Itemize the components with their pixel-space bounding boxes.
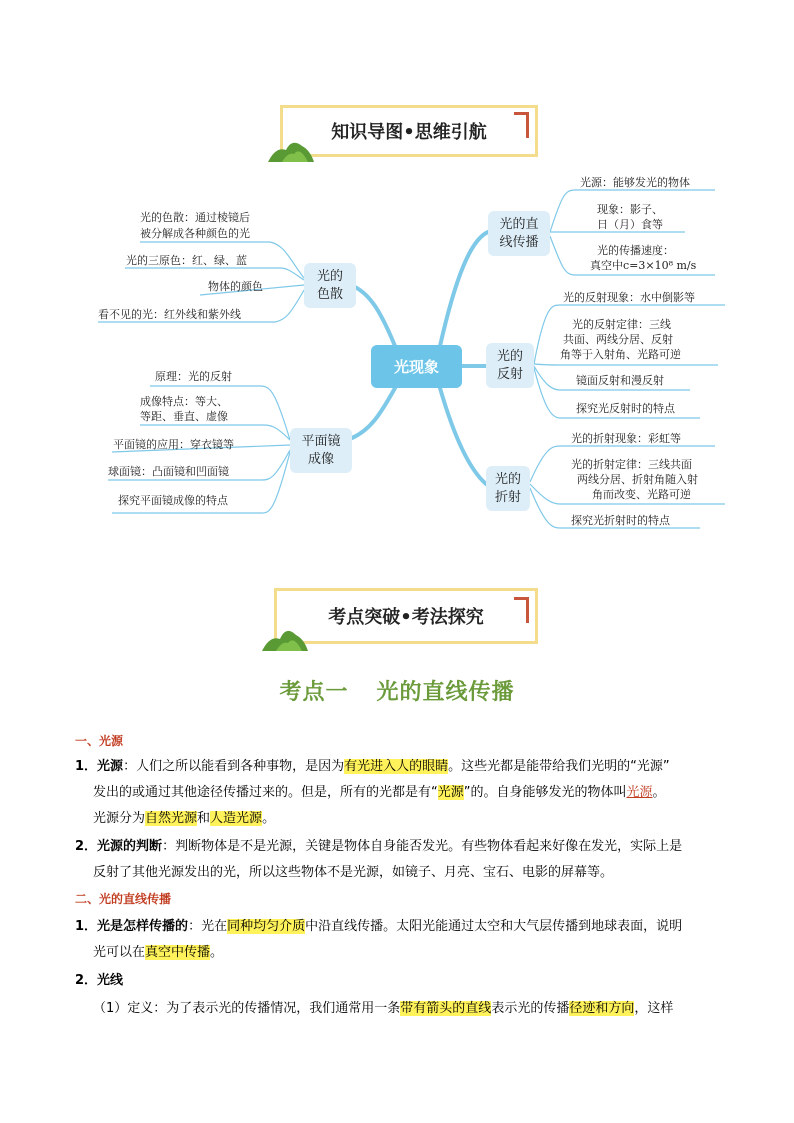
paragraph-3-line-2 (93, 940, 223, 966)
p2-rest: ：判断物体是不是光源，关键是物体自身能否发光。有些物体看起来好像在发光，实际上是 (162, 839, 683, 854)
leaf-dispersion-4: 物体的颜色 (208, 280, 263, 293)
paragraph-1-line-1 (75, 754, 670, 780)
p3-lead: 光是怎样传播的 (97, 919, 189, 934)
paragraph-4-line-1 (75, 968, 123, 994)
leaf-dispersion-1: 光的色散：通过棱镜后 (140, 211, 250, 224)
hill-icon (262, 623, 312, 653)
p1-rest1: 。这些光都是能带给我们光明的“光源” (448, 759, 670, 774)
leaf-mirror-3: 等距、垂直、虚像 (140, 410, 228, 423)
leaf-refraction-2: 光的折射定律：三线共面 (571, 458, 692, 471)
leaf-reflection-1: 光的反射现象：水中倒影等 (563, 291, 695, 304)
paragraph-5-line-1 (93, 996, 673, 1022)
node-reflection-label1: 光的 (496, 348, 523, 364)
paragraph-1-line-2 (93, 780, 666, 806)
p1-underline-1: 光源 (626, 785, 653, 800)
p4-lead: 光线 (97, 973, 124, 988)
p2-line2: 反射了其他光源发出的光，所以这些物体不是光源，如镜子、月亮、宝石、电影的屏幕等。 (93, 865, 614, 880)
p1-line2b: ”的。自身能够发光的物体叫 (463, 785, 627, 800)
leaf-reflection-2: 光的反射定律：三线 (572, 318, 671, 331)
leaf-dispersion-3: 光的三原色：红、绿、蓝 (126, 254, 247, 267)
node-mirror-label1: 平面镜 (301, 433, 341, 449)
section-title-part2: 光的直线传播 (376, 680, 515, 705)
leaf-refraction-1: 光的折射现象：彩虹等 (571, 432, 681, 445)
p1-line3b: 和 (197, 811, 211, 826)
p3-line2a: 光可以在 (93, 945, 146, 960)
mind-map (0, 0, 794, 560)
banner-tab-2 (526, 597, 529, 623)
p1-line3c: 。 (262, 811, 276, 826)
leaf-refraction-4: 角而改变、光路可逆 (592, 488, 691, 501)
center-node: 光现象 (371, 345, 462, 388)
leaf-straight-1: 光源：能够发光的物体 (580, 176, 690, 189)
p1-colon: ：人们之所以能看到各种事物，是因为 (123, 759, 345, 774)
leaf-dispersion-5: 看不见的光：红外线和紫外线 (98, 308, 241, 321)
paragraph-3-line-1 (75, 914, 682, 940)
node-dispersion-label1: 光的 (316, 268, 343, 284)
p3-highlight-1: 同种均匀介质 (227, 919, 306, 934)
node-dispersion-label2: 色散 (316, 286, 343, 302)
leaf-mirror-2: 成像特点：等大、 (140, 395, 228, 408)
section-title-part1: 考点一 (279, 680, 349, 705)
p1-highlight-3: 自然光源 (145, 811, 198, 826)
node-reflection (486, 343, 534, 388)
p3-colon: ：光在 (188, 919, 228, 934)
node-mirror-label2: 成像 (307, 451, 334, 467)
leaf-reflection-3: 共面、两线分居、反射 (563, 333, 673, 346)
p4-num: 2． (75, 973, 98, 988)
node-straight (488, 211, 550, 256)
banner-tab-top-2 (514, 597, 528, 600)
heading-light-source: 一、光源 (75, 734, 124, 748)
p5-mid: 表示光的传播 (491, 1001, 570, 1016)
p3-rest: 中沿直线传播。太阳光能通过太空和大气层传播到地球表面，说明 (305, 919, 683, 934)
p1-line3a: 光源分为 (93, 811, 146, 826)
leaf-straight-3: 日（月）食等 (597, 218, 663, 231)
leaf-straight-2: 现象：影子、 (597, 203, 663, 216)
p2-lead: 光源的判断 (97, 839, 163, 854)
p5-text: 定义：为了表示光的传播情况，我们通常用一条 (127, 1001, 401, 1016)
p2-num: 2． (75, 839, 98, 854)
banner-title-2: 考点突破•考法探究 (328, 607, 484, 628)
leaf-mirror-1: 原理：光的反射 (155, 370, 232, 383)
paragraph-2-line-2 (93, 860, 613, 886)
node-refraction (486, 466, 530, 511)
leaf-straight-5: 真空中c=3×10⁸ m/s (590, 259, 697, 272)
node-straight-label2: 线传播 (499, 234, 539, 250)
node-straight-label1: 光的直 (499, 216, 539, 232)
node-refraction-label1: 光的 (494, 471, 521, 487)
p3-num: 1． (75, 919, 98, 934)
node-mirror (290, 428, 352, 473)
p5-highlight-1: 带有箭头的直线 (400, 1001, 492, 1016)
leaf-reflection-5: 镜面反射和漫反射 (576, 374, 664, 387)
node-dispersion (304, 263, 356, 308)
leaf-mirror-6: 探究平面镜成像的特点 (118, 494, 228, 507)
node-reflection-label2: 反射 (496, 366, 523, 382)
leaf-reflection-6: 探究光反射时的特点 (576, 402, 675, 415)
p1-line2: 发出的或通过其他途径传播过来的。但是，所有的光都是有“ (93, 785, 438, 800)
heading-straight-propagation: 二、光的直线传播 (75, 892, 172, 906)
leaf-refraction-5: 探究光折射时的特点 (571, 514, 670, 527)
p3-line2b: 。 (210, 945, 224, 960)
node-refraction-label2: 折射 (494, 489, 521, 505)
leaf-dispersion-2: 被分解成各种颜色的光 (140, 227, 250, 240)
p5-end: ，这样 (634, 1001, 674, 1016)
banner-title: 知识导图•思维引航 (331, 122, 487, 143)
leaf-straight-4: 光的传播速度： (597, 244, 674, 257)
p1-highlight-1: 有光进入人的眼睛 (344, 759, 449, 774)
leaf-mirror-4: 平面镜的应用：穿衣镜等 (113, 438, 234, 451)
leaf-reflection-4: 角等于入射角、光路可逆 (560, 348, 681, 361)
paragraph-1-line-3 (93, 806, 275, 832)
p1-line2c: 。 (652, 785, 666, 800)
p1-num: 1． (75, 759, 98, 774)
banner-exam-points (262, 583, 548, 653)
p1-highlight-2: 光源 (437, 785, 464, 800)
banner-frame-2 (274, 588, 538, 644)
paragraph-2-line-1 (75, 834, 682, 860)
leaf-refraction-3: 两线分居、折射角随入射 (577, 473, 698, 486)
leaf-mirror-5: 球面镜：凸面镜和凹面镜 (108, 465, 229, 478)
p1-highlight-4: 人造光源 (210, 811, 263, 826)
p5-highlight-2: 径迹和方向 (569, 1001, 635, 1016)
p3-highlight-2: 真空中传播 (145, 945, 211, 960)
p1-lead: 光源 (97, 759, 124, 774)
p5-num: （1） (93, 1001, 128, 1016)
section-title (0, 675, 794, 706)
